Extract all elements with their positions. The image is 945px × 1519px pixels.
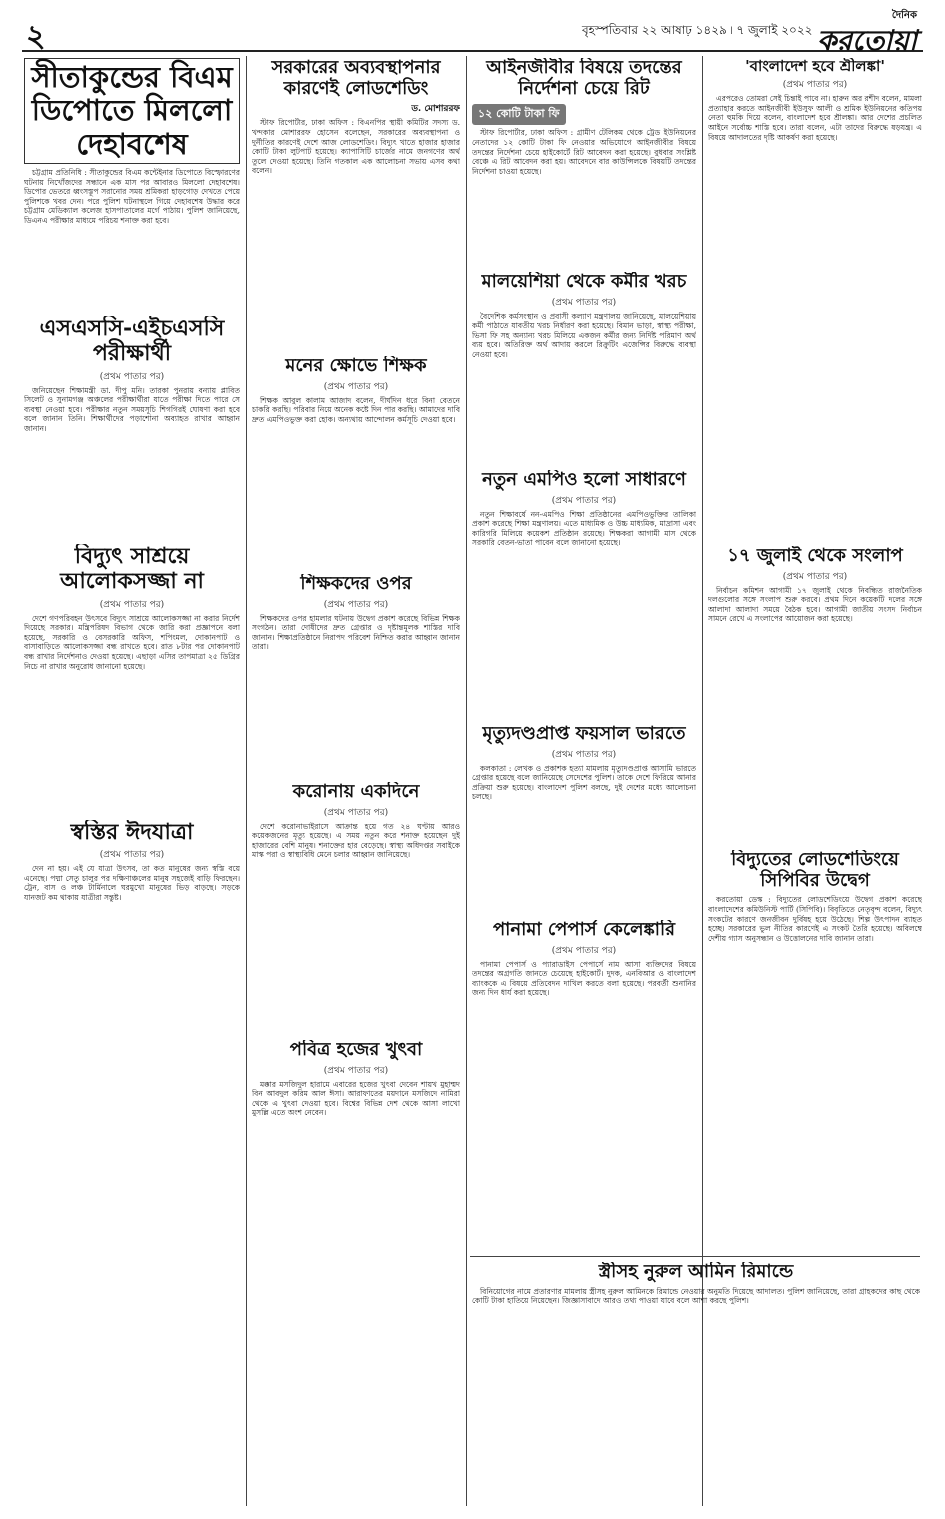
column-rule <box>246 56 247 1506</box>
article-body: শিক্ষকদের ওপর হামলার ঘটনায় উদ্বেগ প্রকাশ করেছে বিভিন্ন শিক্ষক সংগঠন। তারা দোষীদের দ্রুত গ্রেপ্তার ও দৃষ্টান্তমূলক শাস্তির দাবি জানান। শিক্ষাপ্রতিষ্ঠানে নিরাপদ পরিবেশ নিশ্চিত করার আহ্বান জানান তারা। <box>252 613 460 652</box>
continuation-label: (প্রথম পাতার পর) <box>323 381 389 392</box>
article-corona <box>252 782 460 1032</box>
headline: পবিত্র হজের খুৎবা <box>289 1040 423 1060</box>
masthead-name: করতোয়া <box>817 24 917 57</box>
article-nurul-amin <box>472 1262 920 1502</box>
article-body: জনিয়েছেন শিক্ষামন্ত্রী ডা. দীপু মনি। তারকা পুনরায় বন্যায় প্লাবিত সিলেট ও সুনামগঞ্জ অঞ্চলের পরীক্ষার্থীরা যাতে পরীক্ষা দিতে পারে সে ব্যবস্থা নেওয়া হবে। পরীক্ষার নতুন সময়সূচি শিগগিরই ঘোষণা করা হবে বলে জানান তিনি। শিক্ষার্থীদের পড়াশোনা অব্যাহত রাখার আহ্বান জানান। <box>24 385 240 433</box>
article-teachers-on <box>252 574 460 774</box>
headline: 'বাংলাদেশ হবে শ্রীলঙ্কা' <box>745 58 885 75</box>
masthead-prefix: দৈনিক <box>891 10 917 21</box>
date-line: বৃহস্পতিবার ২২ আষাঢ় ১৪২৯ ৷ ৭ জুলাই ২০২২ <box>582 23 813 37</box>
continuation-label: (প্রথম পাতার পর) <box>99 371 165 382</box>
article-body: বিনিয়োগের নামে প্রতারণার মামলায় স্ত্রীসহ নুরুল আমিনকে রিমান্ডে নেওয়ার অনুমতি দিয়েছে আদালত। পুলিশ জানিয়েছে, তারা গ্রাহকদের কাছ থেকে কোটি টাকা হাতিয়ে নিয়েছেন। জিজ্ঞাসাবাদে আরও তথ্য পাওয়া যাবে বলে আশা করছে পুলিশ। <box>472 1286 920 1306</box>
article-body: নির্বাচন কমিশন আগামী ১৭ জুলাই থেকে নিবন্ধিত রাজনৈতিক দলগুলোর সঙ্গে সংলাপ শুরু করবে। প্রথম দিনে কয়েকটি দলের সঙ্গে আলাদা আলাদা সময়ে বৈঠক হবে। আগামী জাতীয় সংসদ নির্বাচন সামনে রেখে এ সংলাপের আয়োজন করা হয়েছে। <box>708 585 922 624</box>
continuation-label: (প্রথম পাতার পর) <box>551 297 617 308</box>
article-eid-journey <box>24 820 240 1500</box>
article-body: দেশে করোনাভাইরাসে আক্রান্ত হয়ে গত ২৪ ঘণ্টায় আরও কয়েকজনের মৃত্যু হয়েছে। এ সময় নতুন করে শনাক্ত হয়েছেন দুই হাজারের বেশি মানুষ। শনাক্তের হার বেড়েছে। স্বাস্থ্য অধিদপ্তর সবাইকে মাস্ক পরা ও স্বাস্থ্যবিধি মেনে চলার আহ্বান জানিয়েছে। <box>252 821 460 860</box>
continuation-label: (প্রথম পাতার পর) <box>551 945 617 956</box>
continuation-label: (প্রথম পাতার পর) <box>782 80 848 91</box>
continuation-label: (প্রথম পাতার পর) <box>551 495 617 506</box>
article-panama <box>472 920 696 1250</box>
article-body: মক্কার মসজিদুল হারামে এবারের হজের খুৎবা দেবেন শায়খ মুহাম্মদ বিন আবদুল করিম আল ঈসা। আরাফাতের ময়দানে মসজিদে নামিরা থেকে এ খুৎবা দেওয়া হবে। বিশ্বের বিভিন্ন দেশ থেকে আসা লাখো মুসল্লি এতে অংশ নেবেন। <box>252 1079 460 1118</box>
continuation-label: (প্রথম পাতার পর) <box>323 1065 389 1076</box>
headline: ১৭ জুলাই থেকে সংলাপ <box>727 546 903 566</box>
continuation-label: (প্রথম পাতার পর) <box>782 571 848 582</box>
article-body: পানামা পেপার্স ও প্যারাডাইস পেপার্সে নাম আসা ব্যক্তিদের বিষয়ে তদন্তের অগ্রগতি জানতে চেয়েছে হাইকোর্ট। দুদক, এনবিআর ও বাংলাদেশ ব্যাংককে এ বিষয়ে প্রতিবেদন দাখিল করতে বলা হয়েছে। পরবর্তী শুনানির জন্য দিন ধার্য করা হয়েছে। <box>472 959 696 998</box>
article-bangladesh-srilanka <box>708 58 922 538</box>
section-rule <box>470 1256 920 1257</box>
article-lawyer-writ <box>472 58 696 270</box>
article-electricity-lights <box>24 544 240 754</box>
article-body: স্টাফ রিপোর্টার, ঢাকা অফিস : গ্রামীণ টেলিকম থেকে ট্রেড ইউনিয়নের নেতাদের ১২ কোটি টাকা ফি নেওয়ার অভিযোগে আইনজীবীর বিষয়ে তদন্তের নির্দেশনা চেয়ে হাইকোর্টে রিট আবেদন করা হয়েছে। বুধবার সংশ্লিষ্ট বেঞ্চে এ রিট আবেদন করা হয়। আবেদনে বার কাউন্সিলকে বিষয়টি তদন্তের নির্দেশনা চাওয়া হয়েছে। <box>472 128 696 176</box>
headline: আইনজীবীর বিষয়ে তদন্তের নির্দেশনা চেয়ে রিট <box>486 58 682 99</box>
article-loadshedding-govt <box>252 58 460 348</box>
headline: নতুন এমপিও হলো সাধারণে <box>482 470 686 490</box>
spacer <box>592 56 698 66</box>
continuation-label: (প্রথম পাতার পর) <box>323 807 389 818</box>
article-body: দেশে গণপরিবহন উৎসবে বিদ্যুৎ সাশ্রয়ে আলোকসজ্জা না করার নির্দেশ দিয়েছে সরকার। মন্ত্রিপরিষদ বিভাগ থেকে জারি করা প্রজ্ঞাপনে বলা হয়েছে, সরকারি ও বেসরকারি অফিস, শপিংমল, দোকানপাট ও বাসাবাড়িতে আলোকসজ্জা বন্ধ রাখতে হবে। রাত ৮টার পর দোকানপাট বন্ধ রাখার নির্দেশনাও দেওয়া হয়েছে। এছাড়া এসির তাপমাত্রা ২৫ ডিগ্রির নিচে না রাখার অনুরোধ জানানো হয়েছে। <box>24 613 240 671</box>
article-body: নতুন শিক্ষাবর্ষে নন-এমপিও শিক্ষা প্রতিষ্ঠানের এমপিওভুক্তির তালিকা প্রকাশ করেছে শিক্ষা মন্ত্রণালয়। এতে মাধ্যমিক ও উচ্চ মাধ্যমিক, মাদ্রাসা এবং কারিগরি মিলিয়ে কয়েকশ প্রতিষ্ঠান রয়েছে। শিক্ষকরা আগামী মাস থেকে সরকারি বেতন-ভাতা পাবেন বলে জানানো হয়েছে। <box>472 509 696 548</box>
page-header <box>22 6 923 57</box>
headline: সীতাকুন্ডের বিএম ডিপোতে মিললো দেহাবশেষ <box>24 58 240 164</box>
article-jul17 <box>708 546 922 846</box>
article-ssc-hsc <box>24 316 240 536</box>
article-body: শিক্ষক আবুল কালাম আজাদ বলেন, দীর্ঘদিন ধরে বিনা বেতনে চাকরি করছি। পরিবার নিয়ে অনেক কষ্টে দিন পার করছি। আমাদের দাবি দ্রুত এমপিওভুক্ত করা হোক। অন্যথায় আন্দোলন কর্মসূচি দেওয়া হবে। <box>252 395 460 424</box>
page-number: ২ <box>26 19 46 54</box>
article-teachers-angry <box>252 356 460 566</box>
continuation-label: (প্রথম পাতার পর) <box>323 599 389 610</box>
headline: শিক্ষকদের ওপর <box>300 574 412 594</box>
headline: স্ত্রীসহ নুরুল আমিন রিমান্ডে <box>598 1262 794 1282</box>
continuation-label: (প্রথম পাতার পর) <box>551 749 617 760</box>
headline: মৃত্যুদণ্ডপ্রাপ্ত ফয়সাল ভারতে <box>482 724 686 744</box>
headline: করোনায় একদিনে <box>292 782 420 802</box>
article-body: এরপরেও তোমরা সেই চিন্তাই পাবে না। হারুন অর রশীদ বলেন, মামলা প্রত্যাহার করতে আইনজীবী ইউসুফ আলী ও শ্রমিক ইউনিয়নের কতিপয় নেতা হুমকি দিয়ে বলেন, বাংলাদেশ হবে শ্রীলঙ্কা। আর দেশের প্রচলিত আইনে সর্বোচ্চ শাস্তি হবে। তারা বলেন, এটা তাদের বিরুদ্ধে ষড়যন্ত্র। এ বিষয়ে আদালতের দৃষ্টি আকর্ষণ করা হয়েছে। <box>708 94 922 142</box>
headline: মনের ক্ষোভে শিক্ষক <box>285 356 427 376</box>
article-power-anxiety <box>708 850 922 1250</box>
article-body: কলকাতা : লেখক ও প্রকাশক হত্যা মামলায় মৃত্যুদণ্ডপ্রাপ্ত আসামি ভারতে গ্রেপ্তার হয়েছে বলে জানিয়েছে সেদেশের পুলিশ। তাকে দেশে ফিরিয়ে আনার প্রক্রিয়া শুরু হয়েছে। বাংলাদেশ পুলিশ বলছে, দুই দেশের মধ্যে আলোচনা চলছে। <box>472 763 696 802</box>
highlight-badge: ১২ কোটি টাকা ফি <box>472 104 566 125</box>
article-death-penalty <box>472 724 696 914</box>
article-new-mpo <box>472 470 696 720</box>
article-body: স্টাফ রিপোর্টার, ঢাকা অফিস : বিএনপির স্থায়ী কমিটির সদস্য ড. খন্দকার মোশাররফ হোসেন বলেছেন, সরকারের অব্যবস্থাপনা ও দুর্নীতির কারণেই দেশে আজ লোডশেডিং। বিদ্যুৎ খাতে হাজার হাজার কোটি টাকা লুটপাট হয়েছে। ক্যাপাসিটি চার্জের নামে জনগণের অর্থ তুলে দেওয়া হয়েছে। তিনি গতকাল এক আলোচনা সভায় এসব কথা বলেন। <box>252 118 460 176</box>
headline: বিদ্যুতের লোডশেডিংয়ে সিপিবির উদ্বেগ <box>731 850 899 891</box>
headline: বিদ্যুৎ সাশ্রয়ে আলোকসজ্জা না <box>60 544 204 595</box>
continuation-label: (প্রথম পাতার পর) <box>99 850 165 861</box>
headline: মালয়েশিয়া থেকে কর্মীর খরচ <box>481 272 687 292</box>
article-hajj <box>252 1040 460 1500</box>
headline: স্বস্তির ঈদযাত্রা <box>70 820 194 845</box>
article-malaysia-cost <box>472 272 696 462</box>
article-sitakunda <box>24 58 240 308</box>
headline: সরকারের অব্যবস্থাপনার কারণেই লোডশেডিং <box>271 58 441 99</box>
column-rule <box>466 56 467 1506</box>
article-body: করতোয়া ডেস্ক : বিদ্যুতের লোডশেডিংয়ে উদ্বেগ প্রকাশ করেছে বাংলাদেশের কমিউনিস্ট পার্টি (সিপিবি)। বিবৃতিতে নেতৃবৃন্দ বলেন, বিদ্যুৎ সংকটের কারণে জনজীবন দুর্বিষহ হয়ে উঠেছে। শিল্প উৎপাদন ব্যাহত হচ্ছে। সরকারের ভুল নীতির কারণেই এ সংকট তৈরি হয়েছে। অবিলম্বে দেশীয় গ্যাস অনুসন্ধান ও উত্তোলনের দাবি জানান তারা। <box>708 895 922 943</box>
headline: পানামা পেপার্স কেলেঙ্কারি <box>492 920 676 940</box>
article-body: চট্টগ্রাম প্রতিনিধি : সীতাকুন্ডের বিএম কন্টেইনার ডিপোতে বিস্ফোরণের ঘটনায় নিখোঁজদের সন্ধানে এক মাস পর আবারও মিললো দেহাবশেষ। ডিপোর ভেতরে ধ্বংসস্তূপ সরানোর সময় শ্রমিকরা হাড়গোড় দেখতে পেয়ে পুলিশকে খবর দেন। পরে পুলিশ ঘটনাস্থলে গিয়ে দেহাবশেষ উদ্ধার করে চট্টগ্রাম মেডিক্যাল কলেজ হাসপাতালের মর্গে পাঠায়। পুলিশ জানিয়েছে, ডিএনএ পরীক্ষার মাধ্যমে পরিচয় শনাক্ত করা হবে। <box>24 168 240 225</box>
headline: এসএসসি-এইচএসসি পরীক্ষার্থী <box>39 316 225 367</box>
article-body: দেন না হয়। এই যে যাত্রা উৎসব, তা কত মানুষের জন্য স্বস্তি বয়ে এনেছে। পদ্মা সেতু চালুর পর দক্ষিণাঞ্চলের মানুষ সহজেই বাড়ি ফিরছেন। ট্রেন, বাস ও লঞ্চ টার্মিনালে ঘরমুখো মানুষের ভিড় বাড়ছে। সড়কে যানজট কম থাকায় যাত্রীরা সন্তুষ্ট। <box>24 864 240 903</box>
byline: ড. মোশাররফ <box>411 104 460 115</box>
article-body: বৈদেশিক কর্মসংস্থান ও প্রবাসী কল্যাণ মন্ত্রণালয় জানিয়েছে, মালয়েশিয়ায় কর্মী পাঠাতে যাবতীয় খরচ নির্ধারণ করা হয়েছে। বিমান ভাড়া, স্বাস্থ্য পরীক্ষা, ভিসা ফি সহ অন্যান্য খরচ মিলিয়ে একজন কর্মীর জন্য নির্দিষ্ট পরিমাণ অর্থ ব্যয় হবে। অতিরিক্ত অর্থ আদায় করলে রিক্রুটিং এজেন্সির বিরুদ্ধে ব্যবস্থা নেওয়া হবে। <box>472 311 696 360</box>
continuation-label: (প্রথম পাতার পর) <box>99 599 165 610</box>
